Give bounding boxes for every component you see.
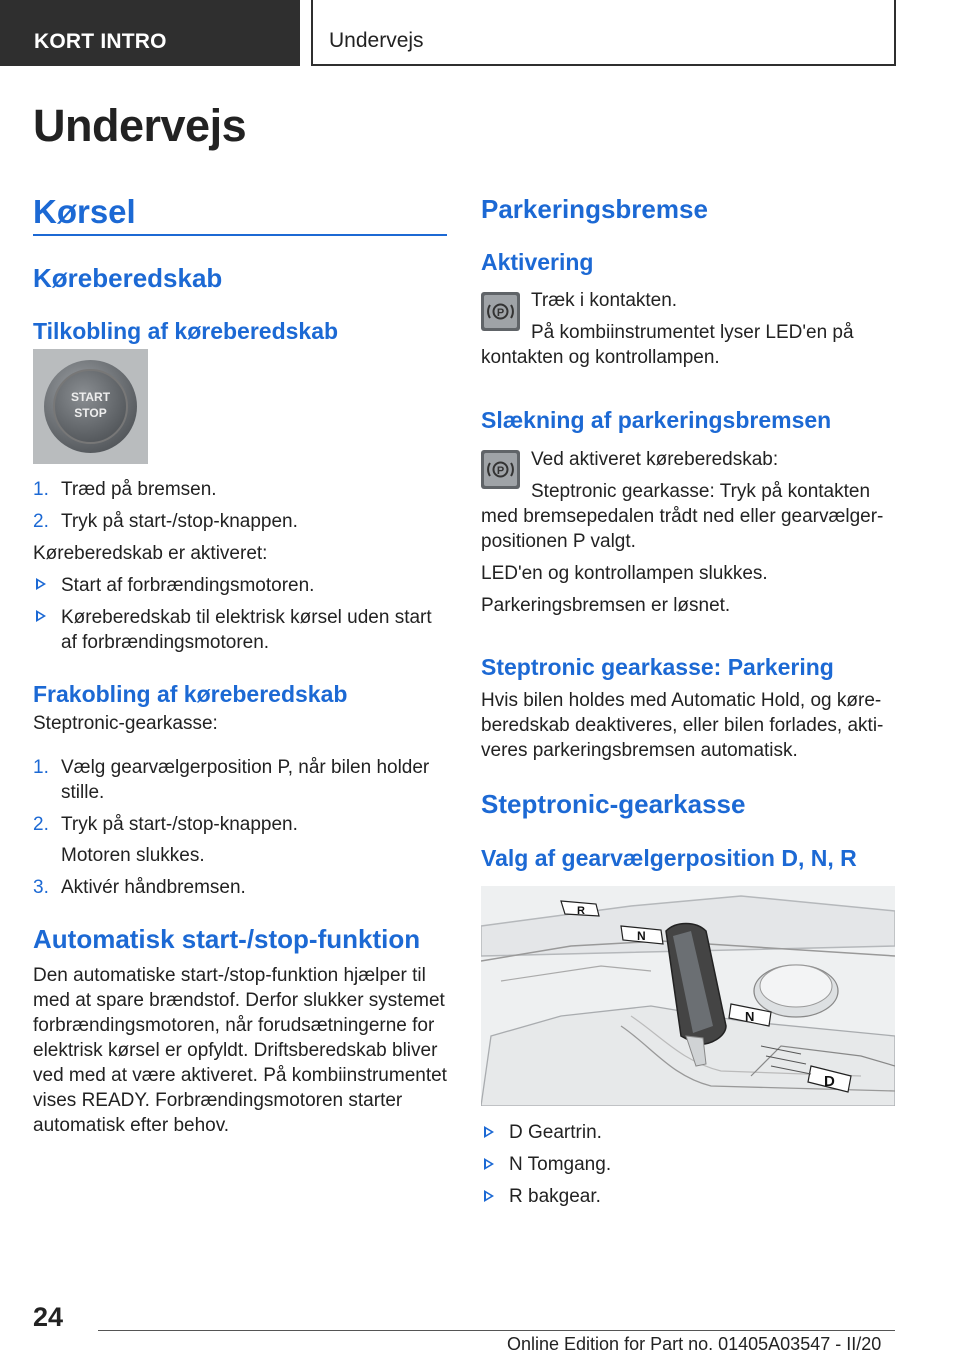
ready-text: Køreberedskab er aktiveret:	[33, 543, 268, 564]
header-chapter-label: Undervejs	[329, 29, 424, 52]
paragraph-line: automatisk efter behov.	[33, 1115, 230, 1136]
heading-steptronic-gearkasse: Steptronic-gearkasse	[481, 789, 746, 819]
start-label: START	[70, 390, 111, 404]
heading-aktivering: Aktivering	[481, 249, 594, 275]
step-number: 2.	[33, 511, 49, 532]
subheading-koereberedskab: Køreberedskab	[33, 263, 223, 293]
step-text: Tryk på start-/stop-knappen.	[61, 511, 298, 532]
step-number: 2.	[33, 814, 49, 835]
svg-text:P: P	[496, 307, 505, 319]
footer-edition: Online Edition for Part no. 01405A03547 - II/20	[507, 1334, 882, 1354]
heading-steptronic-parkering: Steptronic gearkasse: Parkering	[481, 654, 834, 680]
bullet-triangle-icon	[484, 1190, 494, 1202]
parking-line: veres parkeringsbremsen automatisk.	[481, 740, 798, 761]
parking-brake-switch-icon	[481, 450, 520, 489]
step-number: 1.	[33, 757, 49, 778]
header-chapter-tab	[311, 0, 896, 66]
paragraph-line: forbrændingsmotoren, når forudsætningerne for	[33, 1015, 435, 1036]
release-line: positionen P valgt.	[481, 531, 636, 552]
step-text: Tryk på start-/stop-knappen.	[61, 814, 298, 835]
activation-line: På kombiinstrumentet lyser LED'en på	[531, 322, 854, 343]
release-line: Steptronic gearkasse: Tryk på kontakten	[531, 481, 871, 502]
bullet-text: Køreberedskab til elektrisk kørsel uden start	[61, 607, 432, 628]
step-text: Motoren slukkes.	[61, 845, 205, 866]
paragraph-line: vises READY. Forbrændingsmotoren starter	[33, 1090, 403, 1111]
footer-rule	[98, 1330, 895, 1331]
parking-line: beredskab deaktiveres, eller bilen forlades, akti-	[481, 715, 884, 736]
stop-label: STOP	[74, 406, 107, 420]
bullet-triangle-icon	[36, 578, 46, 590]
heading-gear-selection: Valg af gearvælgerposition D, N, R	[481, 845, 857, 871]
step-number: 3.	[33, 877, 49, 898]
page-title: Undervejs	[33, 100, 247, 151]
bullet-triangle-icon	[36, 610, 46, 622]
svg-text:P: P	[496, 465, 505, 477]
release-line: Ved aktiveret køreberedskab:	[531, 449, 779, 470]
gear-label-n-secondary: N	[745, 1009, 755, 1024]
release-line: LED'en og kontrollampen slukkes.	[481, 563, 768, 584]
paragraph-line: ved med at være aktiveret. På kombiinstrumentet	[33, 1065, 447, 1086]
bullet-triangle-icon	[484, 1158, 494, 1170]
step-number: 1.	[33, 479, 49, 500]
start-stop-button-image	[33, 349, 148, 464]
gear-label-d: D	[824, 1073, 835, 1090]
bullet-text: Start af forbrændingsmotoren.	[61, 575, 315, 596]
paragraph-line: Den automatiske start-/stop-funktion hjælper til	[33, 965, 426, 986]
activation-line: kontakten og kontrollampen.	[481, 347, 720, 368]
gear-label-r: R	[577, 905, 585, 917]
step-text: Træd på bremsen.	[61, 479, 217, 500]
bullet-text: af forbrændingsmotoren.	[61, 632, 270, 653]
paragraph-line: elektrisk kørsel er opfyldt. Driftsberedskab bliver	[33, 1040, 438, 1061]
step-text: Vælg gearvælgerposition P, når bilen holder	[61, 757, 430, 778]
header-section-tab	[0, 0, 300, 66]
heading-slaekning: Slækning af parkeringsbremsen	[481, 407, 832, 433]
section-heading-korsel: Kørsel	[33, 193, 136, 230]
section-rule	[33, 234, 447, 236]
bullet-triangle-icon	[484, 1126, 494, 1138]
gear-bullet: N Tomgang.	[509, 1154, 612, 1175]
header-section-label: KORT INTRO	[34, 30, 167, 53]
step-text: stille.	[61, 782, 105, 803]
activation-line: Træk i kontakten.	[531, 290, 678, 311]
gear-bullet: D Geartrin.	[509, 1122, 602, 1143]
parking-brake-switch-icon	[481, 292, 520, 331]
disconnect-intro: Steptronic-gearkasse:	[33, 713, 218, 734]
page-number: 24	[33, 1302, 64, 1332]
gear-selector-image	[481, 886, 895, 1106]
step-text: Aktivér håndbremsen.	[61, 877, 246, 898]
gear-label-n: N	[637, 929, 646, 943]
gear-bullet: R bakgear.	[509, 1186, 601, 1207]
release-line: med bremsepedalen trådt ned eller gearvælger-	[481, 506, 884, 527]
heading-tilkobling: Tilkobling af køreberedskab	[33, 318, 339, 344]
heading-frakobling: Frakobling af køreberedskab	[33, 681, 348, 707]
heading-parkeringsbremse: Parkeringsbremse	[481, 194, 708, 224]
parking-line: Hvis bilen holdes med Automatic Hold, og køre-	[481, 690, 882, 711]
release-line: Parkeringsbremsen er løsnet.	[481, 595, 731, 616]
paragraph-line: med at spare brændstof. Derfor slukker systemet	[33, 990, 445, 1011]
heading-auto-start-stop: Automatisk start-/stop-funktion	[33, 924, 421, 954]
